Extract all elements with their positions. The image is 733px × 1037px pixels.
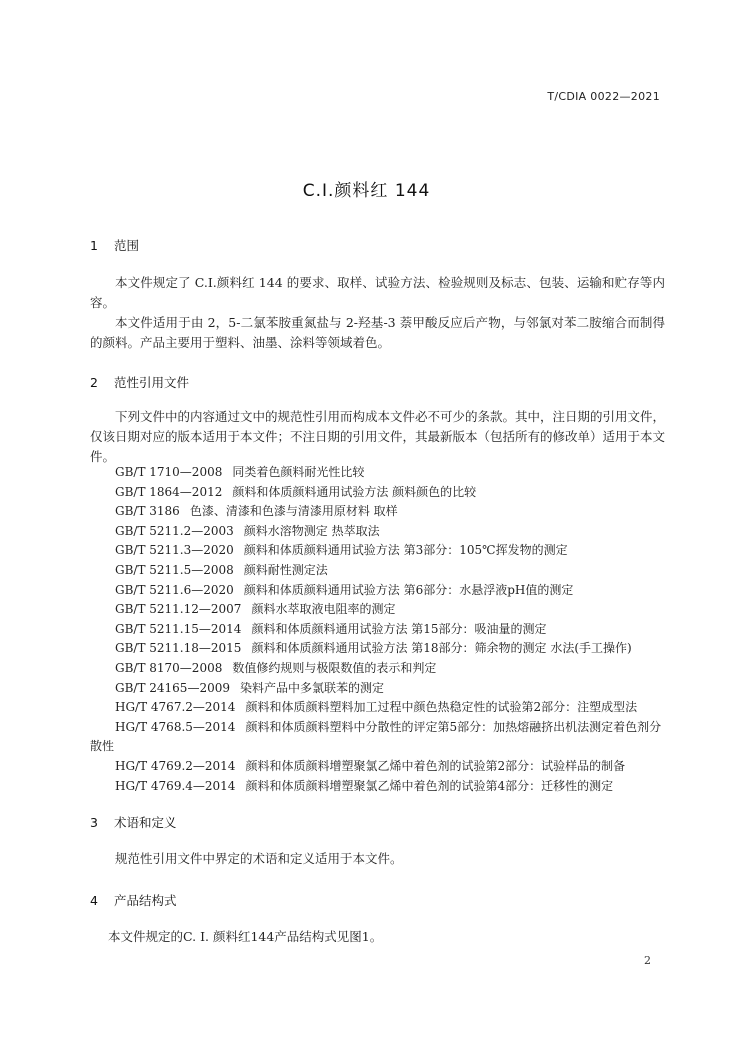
section-title: 范性引用文件: [113, 375, 189, 390]
reference-item: [90, 502, 670, 522]
paragraph: 本文件规定了 C.I.颜料红 144 的要求、取样、试验方法、检验规则及标志、包装、运输和贮存等内容。: [90, 275, 665, 310]
reference-item: [90, 561, 670, 581]
reference-code: GB/T 5211.3—2020: [115, 543, 234, 558]
reference-item: [90, 718, 670, 757]
page-number: 2: [644, 954, 651, 967]
reference-code: GB/T 5211.6—2020: [115, 582, 234, 597]
reference-code: HG/T 4767.2—2014: [115, 700, 236, 715]
reference-item: [90, 522, 670, 542]
reference-code: HG/T 4768.5—2014: [115, 719, 236, 734]
section-title: 产品结构式: [113, 893, 177, 908]
reference-title: 颜料和体质颜料增塑聚氯乙烯中着色剂的试验第4部分：迁移性的测定: [245, 778, 614, 793]
paragraph: 本文件规定的C. I. 颜料红144产品结构式见图1。: [108, 929, 383, 944]
section-4-heading: [90, 891, 177, 909]
reference-title: 颜料水萃取液电阻率的测定: [251, 602, 396, 617]
reference-title: 颜料和体质颜料通用试验方法 第15部分：吸油量的测定: [251, 621, 547, 636]
reference-title: 同类着色颜料耐光性比较: [232, 465, 365, 479]
reference-title: 数值修约规则与极限数值的表示和判定: [232, 660, 437, 675]
reference-item: [90, 600, 670, 620]
reference-code: GB/T 24165—2009: [115, 680, 230, 695]
reference-code: HG/T 4769.4—2014: [115, 778, 236, 793]
reference-title: 色漆、清漆和色漆与清漆用原材料 取样: [189, 504, 398, 519]
section-2-heading: [90, 373, 189, 391]
reference-code: GB/T 5211.15—2014: [115, 621, 242, 636]
reference-item: [90, 777, 670, 797]
reference-item: [90, 639, 670, 659]
reference-title: 颜料和体质颜料塑料加工过程中颜色热稳定性的试验第2部分：注塑成型法: [245, 700, 638, 715]
reference-code: GB/T 5211.18—2015: [115, 641, 242, 656]
reference-item: [90, 620, 670, 640]
document-title: C.I.颜料红 144: [302, 181, 431, 201]
reference-code: GB/T 3186: [115, 504, 180, 519]
reference-code: GB/T 1710—2008: [115, 465, 223, 479]
paragraph: 本文件适用于由 2，5-二氯苯胺重氮盐与 2-羟基-3 萘甲酸反应后产物，与邻氯对苯二胺缩合而制得的颜料。产品主要用于塑料、油墨、涂料等领域着色。: [90, 315, 665, 350]
reference-code: GB/T 1864—2012: [115, 484, 223, 499]
paragraph: 下列文件中的内容通过文中的规范性引用而构成本文件必不可少的条款。其中，注日期的引用文件，仅该日期对应的版本适用于本文件；不注日期的引用文件，其最新版本（包括所有的修改单）适用于本文件。: [90, 409, 666, 464]
reference-item: [90, 698, 670, 718]
section-3-heading: [90, 813, 177, 831]
reference-item: [90, 463, 670, 483]
reference-item: [90, 679, 670, 699]
standard-code: T/CDIA 0022—2021: [547, 90, 660, 103]
reference-title: 颜料和体质颜料增塑聚氯乙烯中着色剂的试验第2部分：试验样品的制备: [245, 758, 626, 773]
reference-title: 颜料和体质颜料通用试验方法 颜料颜色的比较: [232, 484, 477, 499]
reference-item: [90, 757, 670, 777]
reference-code: GB/T 5211.2—2003: [115, 523, 234, 538]
section-title: 范围: [113, 238, 139, 253]
reference-title: 颜料和体质颜料通用试验方法 第6部分：水悬浮液pH值的测定: [243, 582, 574, 597]
reference-item: [90, 659, 670, 679]
section-number: 4: [90, 893, 98, 908]
reference-title: 颜料耐性测定法: [243, 562, 328, 577]
reference-code: GB/T 8170—2008: [115, 660, 223, 675]
reference-title: 颜料和体质颜料通用试验方法 第3部分：105℃挥发物的测定: [243, 543, 568, 558]
section-title: 术语和定义: [113, 815, 177, 830]
reference-title: 颜料和体质颜料塑料中分散性的评定第5部分：加热熔融挤出机法测定着色剂分散性: [90, 719, 662, 754]
section-1-heading: [90, 236, 139, 254]
reference-code: GB/T 5211.5—2008: [115, 562, 234, 577]
paragraph: 规范性引用文件中界定的术语和定义适用于本文件。: [115, 851, 403, 866]
normative-reference-list: [90, 463, 670, 796]
reference-title: 颜料水溶物测定 热萃取法: [243, 523, 380, 538]
reference-item: [90, 483, 670, 503]
reference-code: HG/T 4769.2—2014: [115, 758, 236, 773]
reference-title: 染料产品中多氯联苯的测定: [239, 680, 384, 695]
reference-title: 颜料和体质颜料通用试验方法 第18部分：筛余物的测定 水法(手工操作): [251, 641, 632, 656]
reference-item: [90, 541, 670, 561]
reference-item: [90, 581, 670, 601]
section-number: 3: [90, 815, 98, 830]
reference-code: GB/T 5211.12—2007: [115, 602, 242, 617]
section-number: 1: [90, 238, 98, 253]
section-number: 2: [90, 375, 98, 390]
